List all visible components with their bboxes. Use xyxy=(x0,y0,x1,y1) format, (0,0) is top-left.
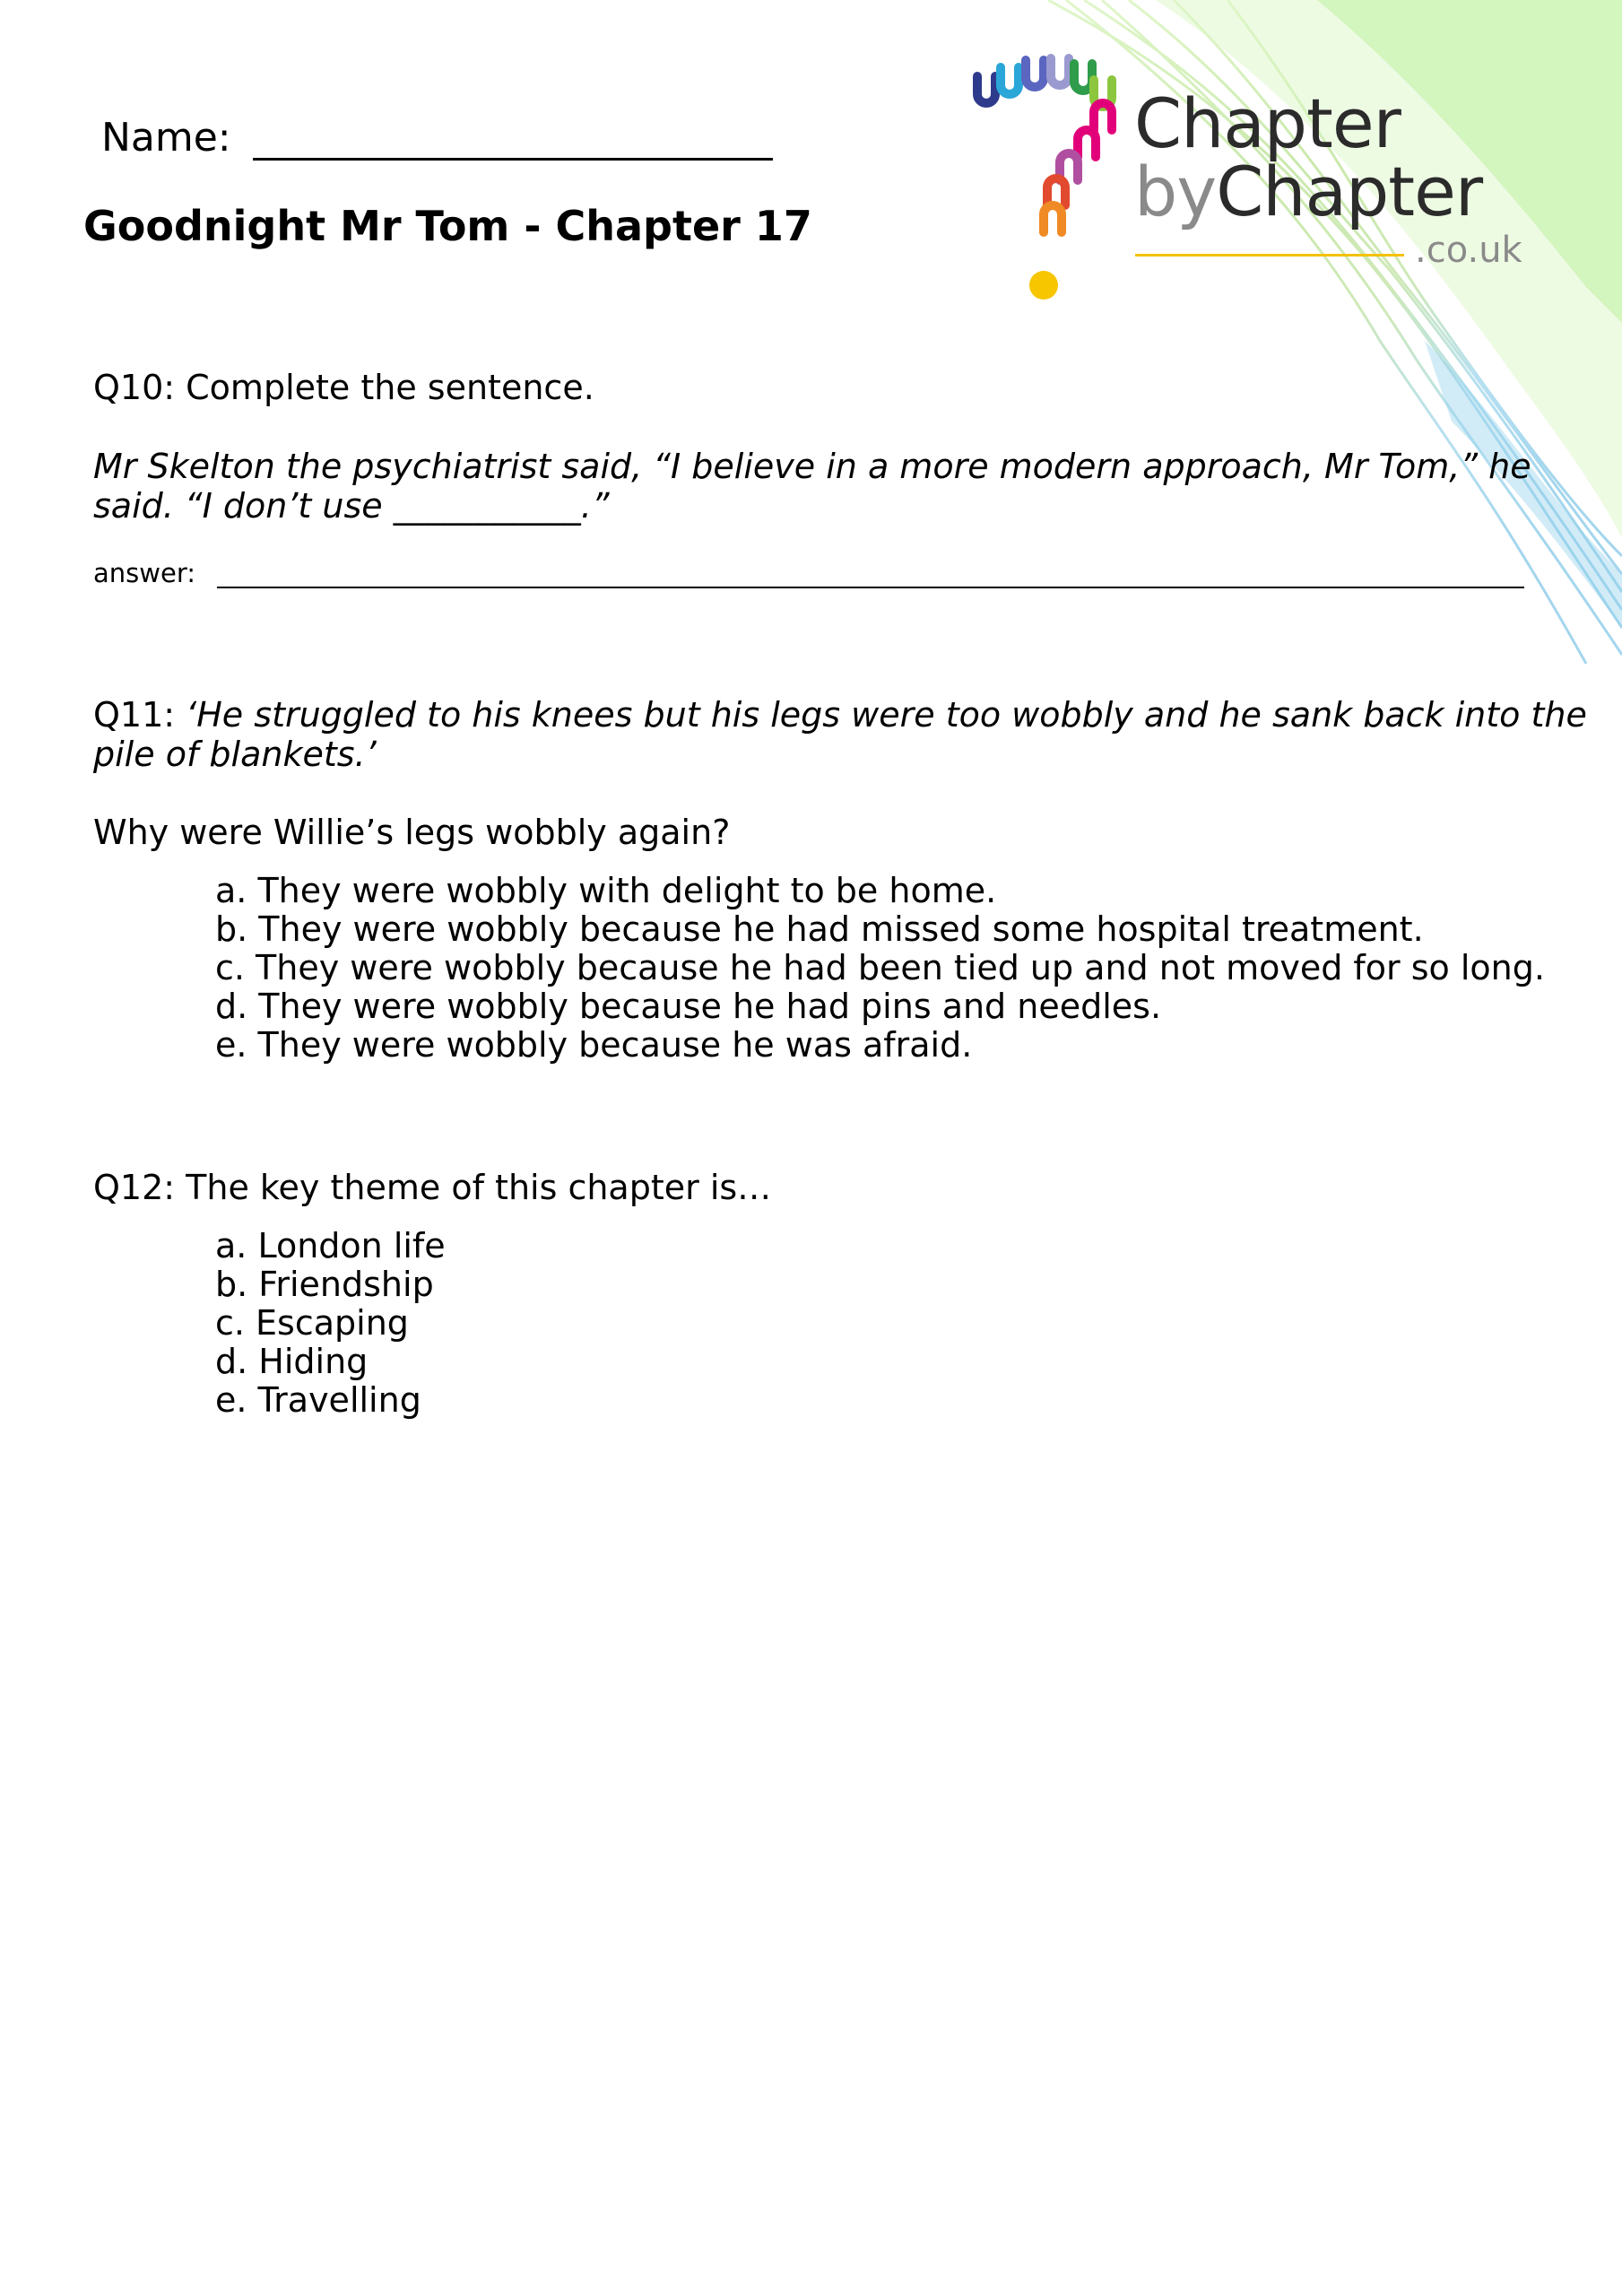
q11-option-e[interactable]: e. They were wobbly because he was afraid. xyxy=(215,1025,973,1065)
logo-chapter: Chapter xyxy=(1216,152,1483,231)
q11-option-d[interactable]: d. They were wobbly because he had pins and needles. xyxy=(215,987,1162,1026)
q12-option-e[interactable]: e. Travelling xyxy=(215,1380,421,1420)
q11-question: Why were Willie’s legs wobbly again? xyxy=(93,813,731,852)
q12-option-b[interactable]: b. Friendship xyxy=(215,1265,434,1304)
q11-option-c[interactable]: c. They were wobbly because he had been tied up and not moved for so long. xyxy=(215,948,1545,987)
answer-label: answer: xyxy=(93,558,196,588)
q12-prompt: Q12: The key theme of this chapter is… xyxy=(93,1168,772,1207)
q11-options xyxy=(215,872,1545,1065)
q11-option-a[interactable]: a. They were wobbly with delight to be home. xyxy=(215,871,997,910)
name-row xyxy=(101,115,773,161)
q12-option-c[interactable]: c. Escaping xyxy=(215,1303,409,1343)
q10-quote-line-1: Mr Skelton the psychiatrist said, “I believe in a more modern approach, Mr Tom,” he xyxy=(93,447,1531,486)
q11-quote xyxy=(93,695,1587,774)
q12-option-d[interactable]: d. Hiding xyxy=(215,1342,369,1381)
logo-domain: .co.uk xyxy=(1415,230,1522,271)
q10-answer-field[interactable] xyxy=(217,563,1524,588)
logo-wordmark xyxy=(1134,83,1483,231)
q10-quote xyxy=(93,447,1531,526)
logo-by: by xyxy=(1134,152,1217,231)
name-field[interactable] xyxy=(253,118,773,161)
q10-prompt: Q10: Complete the sentence. xyxy=(93,368,594,407)
q12-option-a[interactable]: a. London life xyxy=(215,1226,446,1265)
q11-quote-line-1 xyxy=(93,695,1587,735)
logo-underline xyxy=(1135,254,1404,257)
q11-quote-line-2: pile of blankets.’ xyxy=(93,735,377,774)
q11-label: Q11: xyxy=(93,695,186,735)
worksheet-title: Goodnight Mr Tom - Chapter 17 xyxy=(83,202,812,250)
q11-option-b[interactable]: b. They were wobbly because he had missed some hospital treatment. xyxy=(215,909,1424,949)
logo-line-1: Chapter xyxy=(1134,83,1401,163)
q11-quote-text: ‘He struggled to his knees but his legs were too wobbly and he sank back into the xyxy=(186,695,1587,735)
q12-options xyxy=(215,1227,446,1420)
q10-answer-row xyxy=(93,558,1524,588)
q10-quote-line-2: said. “I don’t use ___________.” xyxy=(93,486,610,526)
logo-line-2 xyxy=(1134,152,1483,231)
name-label: Name: xyxy=(101,115,231,161)
